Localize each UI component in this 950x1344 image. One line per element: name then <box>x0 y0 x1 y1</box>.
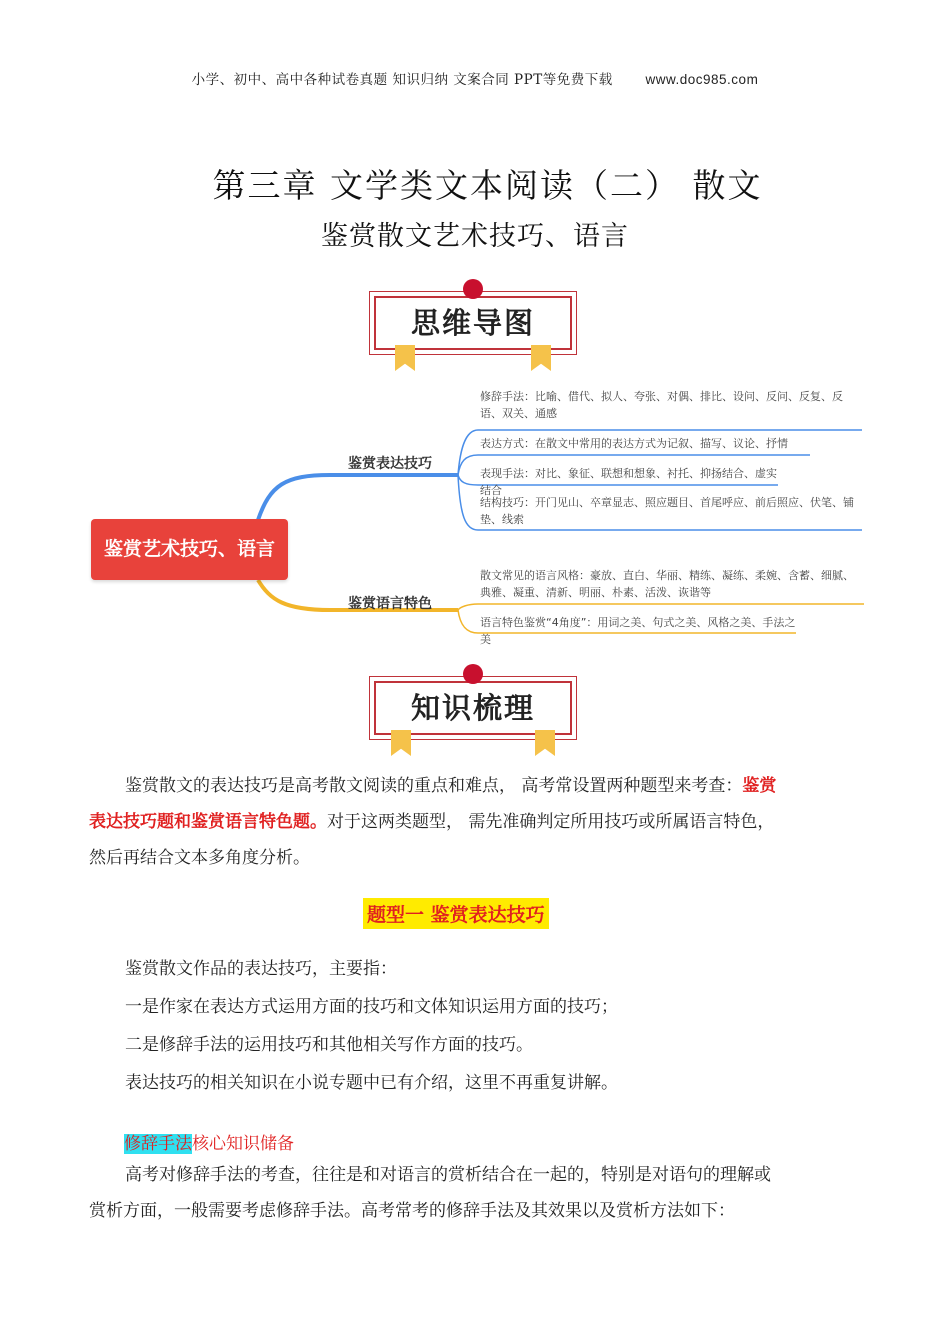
header-text: 小学、初中、高中各种试卷真题 知识归纳 文案合同 PPT等免费下载 <box>191 72 613 88</box>
sub-heading-rest: 核心知识储备 <box>192 1134 294 1154</box>
ribbon-right-icon <box>535 730 555 756</box>
body-text <box>125 950 885 1102</box>
closing-line-1: 高考对修辞手法的考查，往往是和对语言的赏析结合在一起的，特别是对语句的理解或 <box>125 1165 771 1185</box>
section-title: 题型一 鉴赏表达技巧 <box>363 898 549 929</box>
sub-heading-highlight: 修辞手法 <box>124 1134 192 1154</box>
body-line: 鉴赏散文作品的表达技巧，主要指： <box>125 959 397 979</box>
ribbon-left-icon <box>391 730 411 756</box>
body-line: 表达技巧的相关知识在小说专题中已有介绍，这里不再重复讲解。 <box>125 1073 618 1093</box>
mindmap-leaf-techniques: 表现手法：对比、象征、联想和想象、衬托、抑扬结合、虚实结合 <box>480 467 777 497</box>
mindmap-branch-expression: 鉴赏表达技巧 <box>348 456 432 472</box>
intro-text-2: 对于这两类题型， 需先准确判定所用技巧或所属语言特色， <box>327 812 775 832</box>
branch-connector-expression <box>258 475 458 520</box>
closing-line-2: 赏析方面，一般需要考虑修辞手法。高考常考的修辞手法及其效果以及赏析方法如下： <box>89 1201 735 1221</box>
ribbon-left-icon <box>395 345 415 371</box>
body-line: 一是作家在表达方式运用方面的技巧和文体知识运用方面的技巧； <box>125 997 618 1017</box>
body-line: 二是修辞手法的运用技巧和其他相关写作方面的技巧。 <box>125 1035 533 1055</box>
mindmap-root: 鉴赏艺术技巧、语言 <box>91 519 288 580</box>
intro-paragraph <box>89 768 869 876</box>
intro-text-1: 鉴赏散文的表达技巧是高考散文阅读的重点和难点， 高考常设置两种题型来考查： <box>125 776 743 796</box>
mindmap-leaf-language-style: 散文常见的语言风格：豪放、直白、华丽、精练、凝练、柔婉、含蓄、细腻、典雅、凝重、清新、明丽、朴素、活泼、诙谐等 <box>480 569 854 599</box>
banner-pin-icon <box>463 664 483 684</box>
chapter-subtitle: 鉴赏散文艺术技巧、语言 <box>321 221 629 252</box>
ribbon-right-icon <box>531 345 551 371</box>
intro-red-a: 鉴赏 <box>742 776 777 796</box>
banner-pin-icon <box>463 279 483 299</box>
mindmap-banner-label: 思维导图 <box>410 306 535 340</box>
intro-red-b: 表达技巧题和鉴赏语言特色题。 <box>89 812 327 832</box>
knowledge-banner <box>369 676 577 740</box>
sub-heading <box>124 1129 294 1154</box>
intro-text-3: 然后再结合文本多角度分析。 <box>89 848 310 868</box>
mindmap-leaf-structure: 结构技巧：开门见山、卒章显志、照应题目、首尾呼应、前后照应、伏笔、铺垫、线索 <box>480 496 854 526</box>
mindmap-leaf-expression-modes: 表达方式：在散文中常用的表达方式为记叙、描写、议论、抒情 <box>480 437 788 450</box>
page-header <box>0 68 950 88</box>
mindmap-banner <box>369 291 577 355</box>
mindmap-branch-language: 鉴赏语言特色 <box>348 596 432 612</box>
chapter-title: 第三章 文学类文本阅读（二） 散文 <box>212 166 763 205</box>
mindmap-leaf-language-angles: 语言特色鉴赏“4角度”：用词之美、句式之美、风格之美、手法之美 <box>480 616 796 646</box>
knowledge-banner-label: 知识梳理 <box>410 691 535 725</box>
leaf-connector-5 <box>458 604 864 610</box>
mindmap-leaf-rhetoric: 修辞手法：比喻、借代、拟人、夸张、对偶、排比、设问、反问、反复、反语、双关、通感 <box>480 390 843 420</box>
header-site[interactable]: www.doc985.com <box>645 72 759 87</box>
closing-paragraph <box>89 1157 879 1229</box>
